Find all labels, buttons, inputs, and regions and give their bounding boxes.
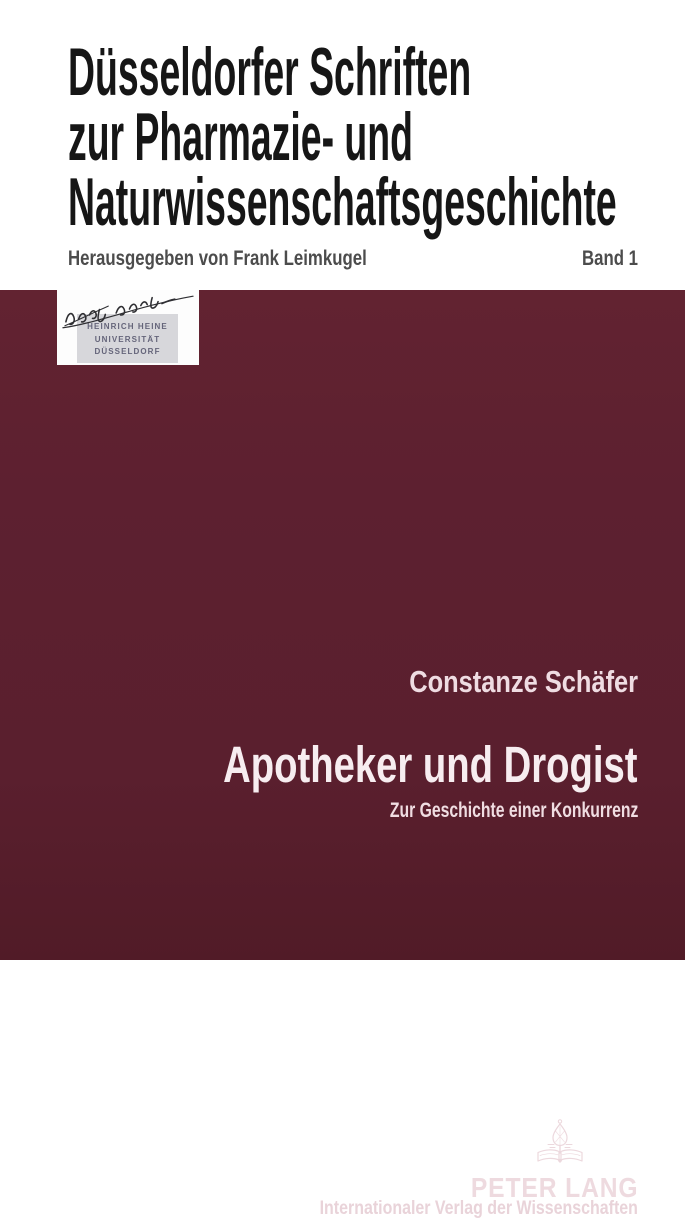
book-title: Apotheker und Drogist bbox=[223, 736, 638, 793]
book-subtitle: Zur Geschichte einer Konkurrenz bbox=[389, 799, 638, 822]
author-name: Constanze Schäfer bbox=[409, 664, 638, 699]
editor-row bbox=[68, 247, 638, 271]
publisher-tagline: Internationaler Verlag der Wissenschaften bbox=[319, 1198, 638, 1219]
university-logo-line-2: UNIVERSITÄT bbox=[94, 334, 161, 344]
series-title-line-1: Düsseldorfer Schriften bbox=[68, 34, 472, 110]
series-title bbox=[68, 34, 685, 240]
series-title-line-2: zur Pharmazie- und bbox=[68, 99, 413, 175]
series-title-line-3: Naturwissenschaftsgeschichte bbox=[68, 164, 617, 240]
university-logo-line-3: DÜSSELDORF bbox=[94, 347, 161, 356]
publisher-name: PETER LANG bbox=[470, 1172, 638, 1203]
editor-credit: Herausgegeben von Frank Leimkugel bbox=[68, 247, 367, 270]
university-logo-panel bbox=[57, 290, 199, 365]
cover-panel bbox=[0, 290, 685, 1219]
band-number: Band 1 bbox=[581, 247, 638, 270]
university-logo-line-1: HEINRICH HEINE bbox=[87, 322, 168, 331]
heinrich-heine-signature-icon bbox=[59, 291, 197, 331]
publisher-logo-icon bbox=[536, 1119, 584, 1164]
